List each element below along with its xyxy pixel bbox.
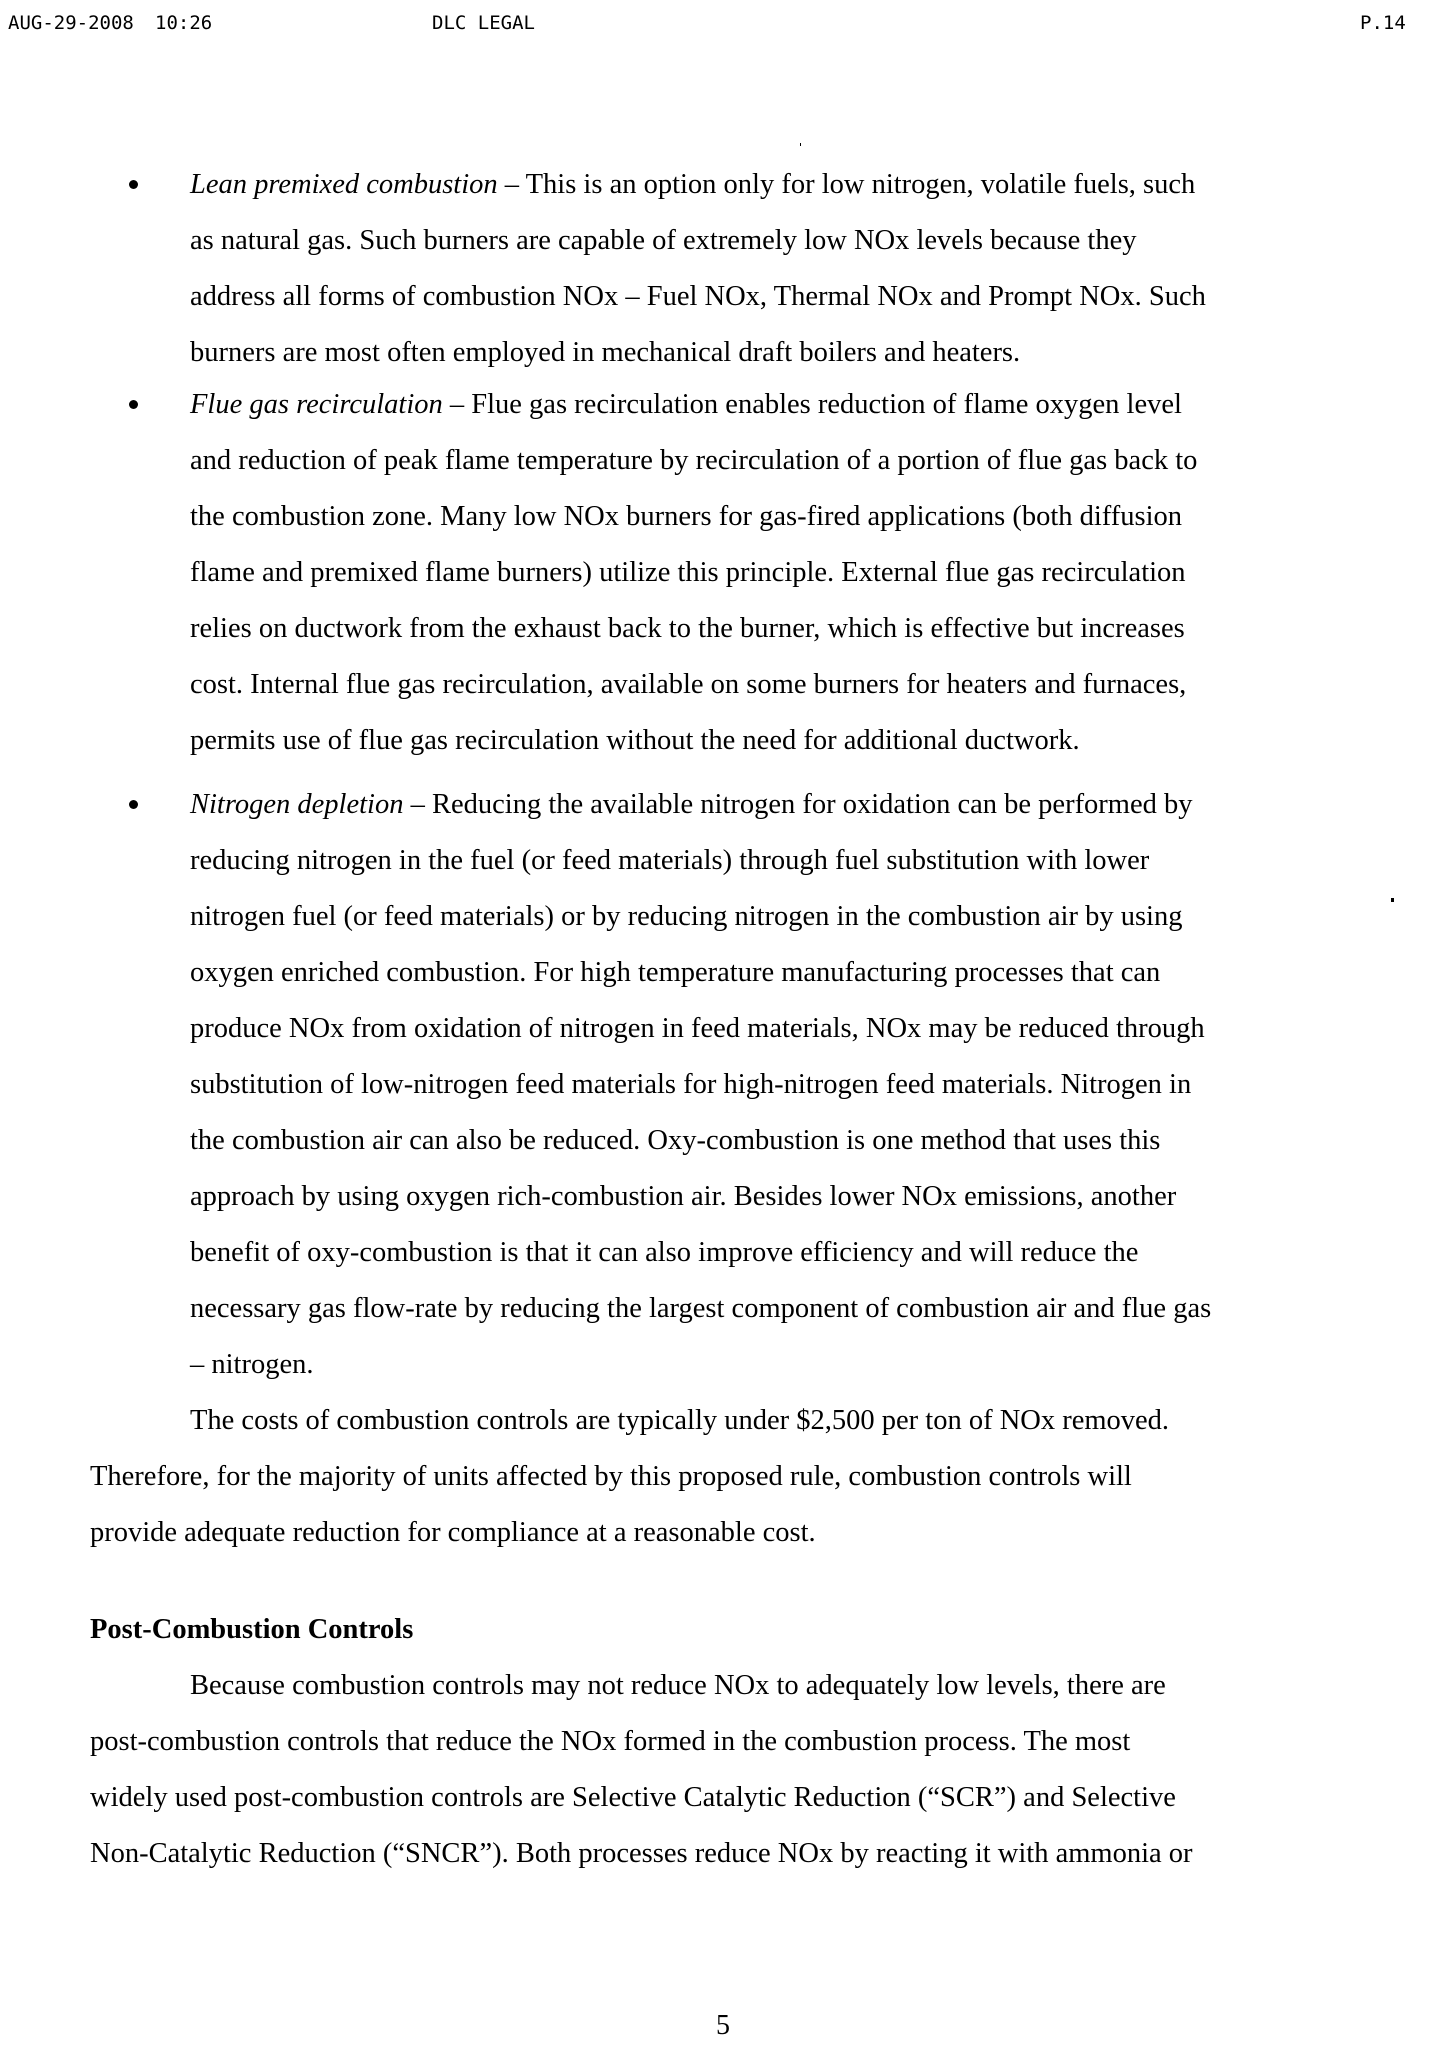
bullet-line: burners are most often employed in mechanical draft boilers and heaters.	[190, 337, 1021, 368]
bullet-icon	[129, 800, 138, 809]
bullet-term: Nitrogen depletion	[190, 789, 404, 820]
paragraph-line: Non-Catalytic Reduction (“SNCR”). Both processes reduce NOx by reacting it with ammonia or	[90, 1838, 1193, 1869]
page-number: 5	[716, 2010, 730, 2041]
scan-speck	[800, 143, 801, 146]
bullet-line: benefit of oxy-combustion is that it can also improve efficiency and will reduce the	[190, 1237, 1139, 1268]
paragraph-line: Because combustion controls may not reduce NOx to adequately low levels, there are	[190, 1670, 1166, 1701]
paragraph-line: widely used post-combustion controls are Selective Catalytic Reduction (“SCR”) and Selective	[90, 1782, 1176, 1813]
bullet-line: address all forms of combustion NOx – Fuel NOx, Thermal NOx and Prompt NOx. Such	[190, 281, 1206, 312]
fax-time: 10:26	[155, 12, 213, 34]
bullet-line: necessary gas flow-rate by reducing the largest component of combustion air and flue gas	[190, 1293, 1212, 1324]
paragraph-line: post-combustion controls that reduce the NOx formed in the combustion process. The most	[90, 1726, 1131, 1757]
fax-page-number: P.14	[1360, 12, 1406, 34]
bullet-icon	[129, 180, 138, 189]
bullet-line: permits use of flue gas recirculation without the need for additional ductwork.	[190, 725, 1080, 756]
section-heading: Post-Combustion Controls	[90, 1614, 414, 1645]
bullet-term: Flue gas recirculation	[190, 389, 443, 420]
bullet-term: Lean premixed combustion	[190, 169, 498, 200]
bullet-icon	[129, 400, 138, 409]
fax-date: AUG-29-2008	[8, 12, 134, 34]
bullet-line: nitrogen fuel (or feed materials) or by reducing nitrogen in the combustion air by using	[190, 901, 1183, 932]
bullet-line: oxygen enriched combustion. For high temperature manufacturing processes that can	[190, 957, 1161, 988]
bullet-line: and reduction of peak flame temperature by recirculation of a portion of flue gas back to	[190, 445, 1198, 476]
bullet-line: reducing nitrogen in the fuel (or feed materials) through fuel substitution with lower	[190, 845, 1150, 876]
bullet-line: the combustion zone. Many low NOx burners for gas-fired applications (both diffusion	[190, 501, 1183, 532]
bullet-line: as natural gas. Such burners are capable of extremely low NOx levels because they	[190, 225, 1137, 256]
bullet-line: flame and premixed flame burners) utilize this principle. External flue gas recirculation	[190, 557, 1186, 588]
bullet-line: relies on ductwork from the exhaust back to the burner, which is effective but increases	[190, 613, 1185, 644]
fax-header	[0, 8, 1440, 38]
paragraph-line: provide adequate reduction for compliance at a reasonable cost.	[90, 1517, 816, 1548]
bullet-line: substitution of low-nitrogen feed materials for high-nitrogen feed materials. Nitrogen in	[190, 1069, 1192, 1100]
paragraph-line: Therefore, for the majority of units affected by this proposed rule, combustion controls will	[90, 1461, 1132, 1492]
bullet-line: approach by using oxygen rich-combustion air. Besides lower NOx emissions, another	[190, 1181, 1177, 1212]
bullet-line: Flue gas recirculation – Flue gas recirculation enables reduction of flame oxygen level	[190, 389, 1182, 420]
bullet-line: – nitrogen.	[190, 1349, 314, 1380]
bullet-line: Lean premixed combustion – This is an option only for low nitrogen, volatile fuels, such	[190, 169, 1196, 200]
scan-speck	[1391, 898, 1394, 902]
fax-sender: DLC LEGAL	[432, 12, 535, 34]
bullet-line: produce NOx from oxidation of nitrogen in feed materials, NOx may be reduced through	[190, 1013, 1205, 1044]
bullet-line: the combustion air can also be reduced. Oxy-combustion is one method that uses this	[190, 1125, 1161, 1156]
bullet-line: Nitrogen depletion – Reducing the available nitrogen for oxidation can be performed by	[190, 789, 1193, 820]
bullet-line: cost. Internal flue gas recirculation, available on some burners for heaters and furnaces,	[190, 669, 1187, 700]
paragraph-line: The costs of combustion controls are typically under $2,500 per ton of NOx removed.	[190, 1405, 1170, 1436]
